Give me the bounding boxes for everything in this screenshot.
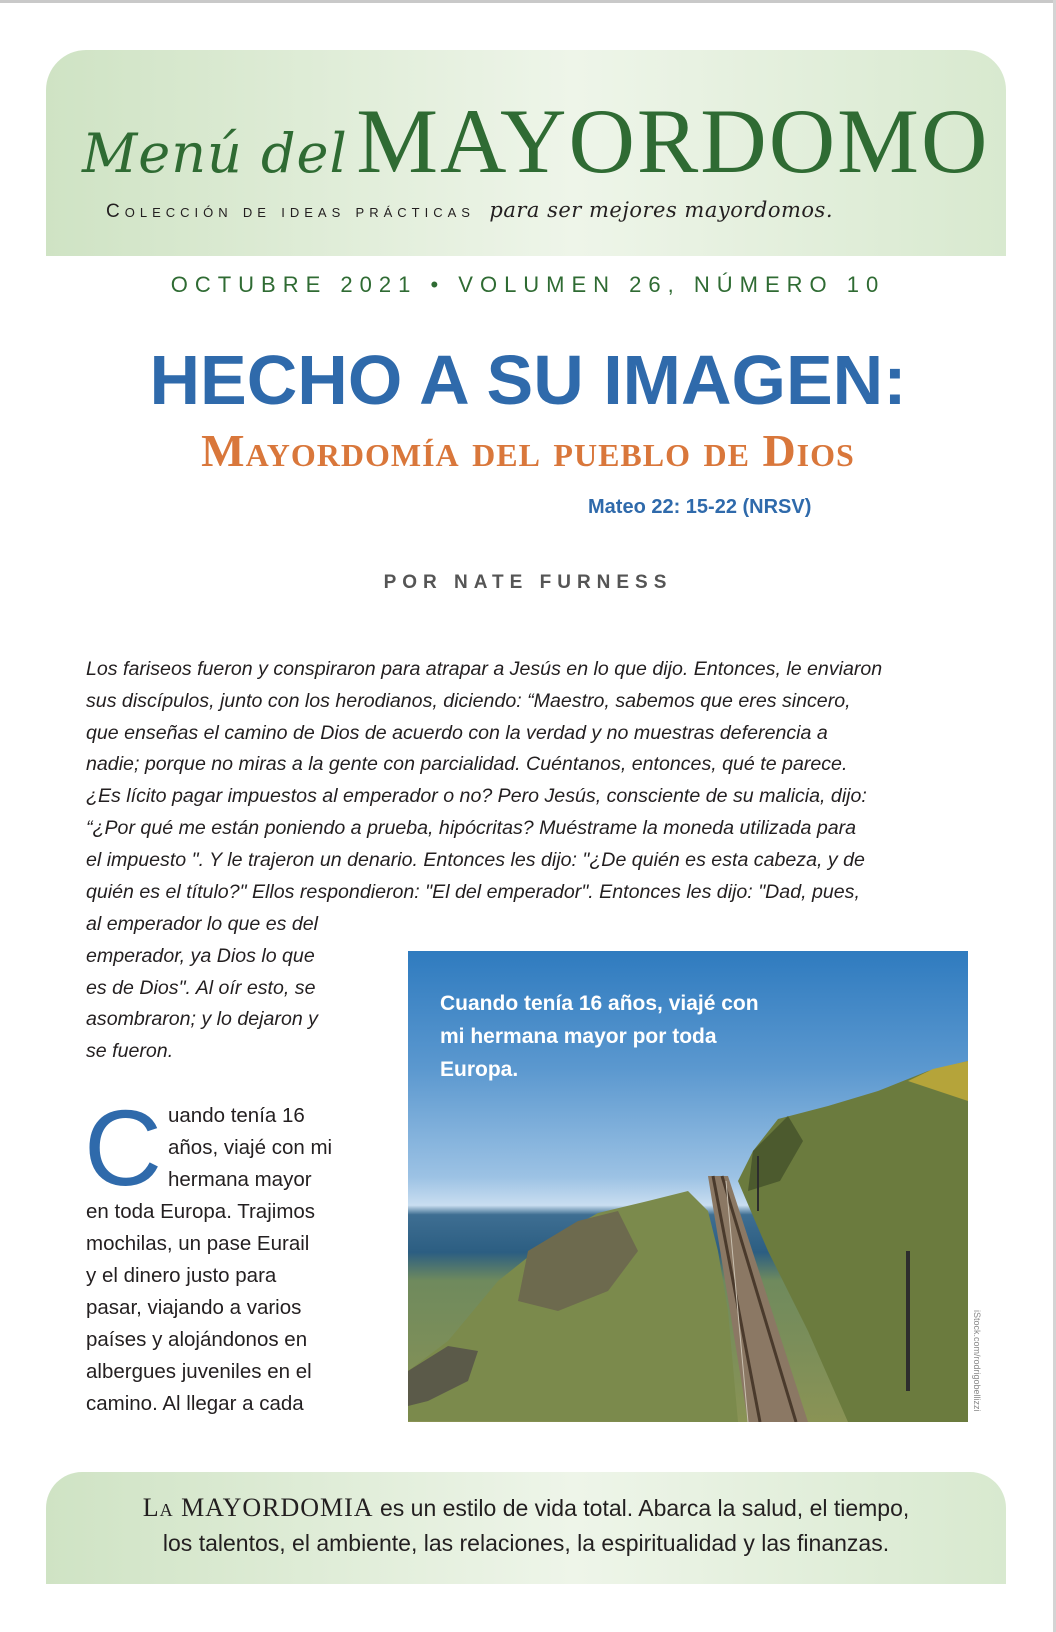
scripture-line: es de Dios". Al oír esto, se (86, 976, 316, 999)
article-title: HECHO A SU IMAGEN: (149, 341, 907, 419)
scripture-line: nadie; porque no miras a la gente con parcialidad. Cuéntanos, entonces, qué te parece. (86, 753, 848, 776)
body-line: países y alojándonos en (86, 1328, 308, 1351)
brand-script: Menú del (82, 122, 348, 185)
page-top-border (0, 0, 1056, 3)
tagline-script: para ser mejores mayordomos. (489, 198, 833, 222)
body-line: hermana mayor (168, 1168, 312, 1191)
brand-logo (82, 88, 989, 194)
scripture-line: se fueron. (86, 1040, 174, 1063)
scripture-line: el impuesto ". Y le trajeron un denario. Entonces les dijo: "¿De quién es esta cabeza, y de (86, 848, 865, 871)
footer-statement (86, 1490, 966, 1561)
body-line: años, viajé con mi (168, 1136, 333, 1159)
scripture-reference: Mateo 22: 15-22 (NRSV) (588, 496, 812, 518)
article-subtitle: Mayordomía del pueblo de Dios (201, 425, 855, 476)
photo-credit: iStock.com/rodrigobellizzi (972, 1310, 982, 1412)
body-line: en toda Europa. Trajimos (86, 1200, 316, 1223)
body-line: uando tenía 16 (168, 1104, 305, 1127)
footer-text-2: los talentos, el ambiente, las relaciones, la espiritualidad y las finanzas. (162, 1530, 890, 1556)
scripture-passage-tail (86, 909, 356, 1068)
masthead (46, 50, 1006, 256)
issue-line: OCTUBRE 2021 • VOLUMEN 26, NÚMERO 10 (170, 272, 886, 297)
tagline (106, 198, 833, 223)
footer-text-1: es un estilo de vida total. Abarca la salud, el tiempo, (373, 1495, 910, 1521)
photo-caption: Cuando tenía 16 años, viajé con mi hermana mayor por toda Europa. (440, 992, 759, 1081)
body-line: pasar, viajando a varios (86, 1296, 302, 1319)
scripture-line: asombraron; y lo dejaron y (86, 1008, 318, 1031)
scripture-line: emperador, ya Dios lo que (86, 944, 315, 967)
scripture-line: Los fariseos fueron y conspiraron para atrapar a Jesús en lo que dijo. Entonces, le enviaron (86, 658, 883, 680)
scripture-passage (86, 654, 966, 908)
footer-band (46, 1472, 1006, 1584)
scripture-line: que enseñas el camino de Dios de acuerdo con la verdad y no muestras deferencia a (86, 721, 828, 744)
tagline-caps: Colección de ideas prácticas (106, 201, 475, 222)
scripture-line: ¿Es lícito pagar impuestos al emperador o no? Pero Jesús, consciente de su malicia, dijo: (86, 785, 867, 808)
drop-cap: C (84, 1087, 162, 1208)
body-line: y el dinero justo para (86, 1264, 277, 1287)
scripture-line: sus discípulos, junto con los herodianos, diciendo: “Maestro, sabemos que eres sincero, (86, 689, 851, 712)
body-line: camino. Al llegar a cada (86, 1392, 304, 1415)
body-line: albergues juveniles en el (86, 1360, 312, 1383)
article-body (84, 1087, 356, 1420)
body-line: mochilas, un pase Eurail (86, 1232, 310, 1255)
brand-main: MAYORDOMO (356, 90, 990, 192)
scripture-line: al emperador lo que es del (86, 913, 319, 935)
scripture-line: “¿Por qué me están poniendo a prueba, hipócritas? Muéstrame la moneda utilizada para (86, 816, 857, 839)
footer-lead: La MAYORDOMIA (142, 1493, 374, 1522)
byline: POR NATE FURNESS (383, 572, 673, 593)
scripture-line: quién es el título?" Ellos respondieron: "El del emperador". Entonces les dijo: "Dad, pues, (86, 880, 860, 903)
coastal-railway-photo (408, 951, 968, 1422)
